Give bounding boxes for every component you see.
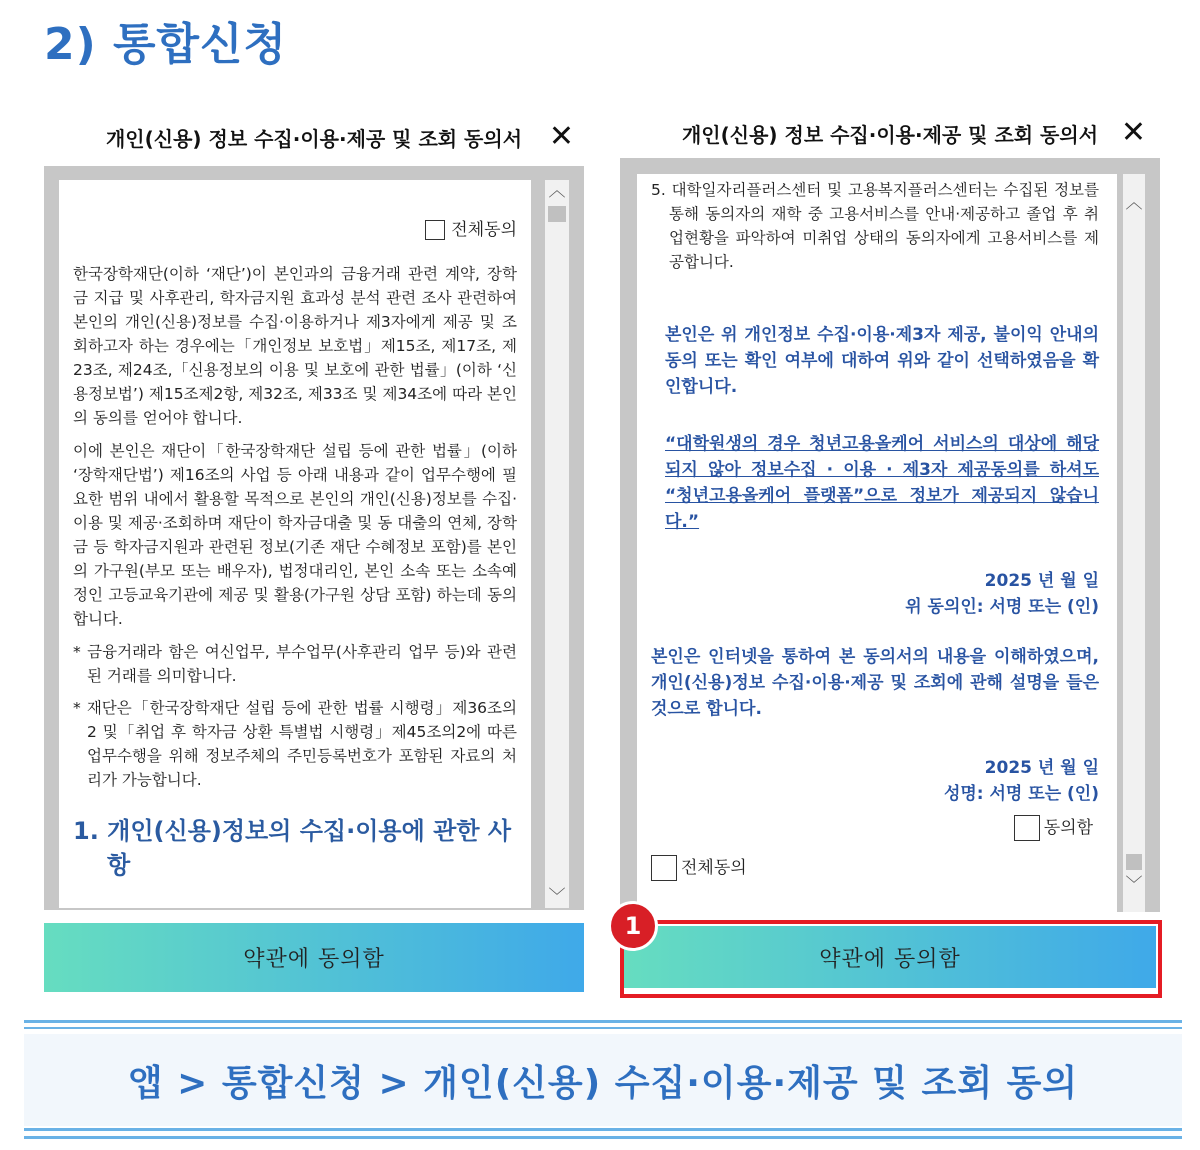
consent-dialog-left <box>44 108 584 992</box>
all-agree-checkbox[interactable] <box>651 855 677 881</box>
dialog-header <box>620 104 1160 162</box>
date-line-1: 2025 년 월 일 <box>984 571 1099 591</box>
all-agree-row-top <box>59 218 517 242</box>
confirm-statement-1: 본인은 위 개인정보 수집·이용·제3자 제공, 불이익 안내의 동의 또는 확인 여부에 대하여 위와 같이 선택하였음을 확인합니다. <box>665 325 1099 397</box>
scrollbar[interactable] <box>1123 174 1145 912</box>
close-icon[interactable]: ✕ <box>1120 115 1146 150</box>
highlight-frame <box>620 920 1162 998</box>
terms-scroll-area[interactable] <box>59 180 531 908</box>
dialog-header <box>44 108 584 166</box>
page-heading: 2) 통합신청 <box>44 19 288 70</box>
agree-row <box>651 815 1099 841</box>
scroll-up-icon[interactable]: ︿ <box>1125 193 1143 213</box>
all-agree-label: 전체동의 <box>681 858 747 878</box>
agree-checkbox[interactable] <box>1014 815 1040 841</box>
scrollbar-thumb[interactable] <box>1126 854 1142 870</box>
agree-label: 동의함 <box>1043 818 1093 838</box>
band-bottom-line-2 <box>24 1136 1182 1139</box>
all-agree-row-bottom <box>651 855 1099 881</box>
all-agree-checkbox[interactable] <box>425 220 445 240</box>
band-bottom-line-1 <box>24 1128 1182 1131</box>
scrollbar[interactable] <box>545 180 569 908</box>
terms-paragraph-1: 한국장학재단(이하 ‘재단’)이 본인과의 금융거래 관련 계약, 장학금 지급 및 사후관리, 학자금지원 효과성 분석 관련 조사 관련하여 본인의 개인(신용)정보를 수집·이용하거나 제3자에게 제공 및 조회하고자 하는 경우에는「개인정보 보호법」제15조, 제17조, 제23조, 제24조,「신용정보의 이용 및 보호에 관한 법률」(이하 ‘신용정보법’) 제15조제2항, 제32조, 제33조 및 제34조에 따라 본인의 동의를 얻어야 합니다. <box>73 265 517 427</box>
terms-note-1: * 금융거래라 함은 여신업무, 부수업무(사후관리 업무 등)와 관련된 거래를 의미합니다. <box>73 643 517 685</box>
terms-scroll-area[interactable] <box>637 174 1117 912</box>
date-line-2: 2025 년 월 일 <box>984 758 1099 778</box>
terms-note-2: * 재단은「한국장학재단 설립 등에 관한 법률 시행령」제36조의 2 및「취업 후 학자금 상환 특별법 시행령」제45조의2에 따른 업무수행을 위해 정보주체의 주민등록번호가 포함된 자료의 처리가 가능합니다. <box>73 699 517 789</box>
dialog-title: 개인(신용) 정보 수집·이용·제공 및 조회 동의서 <box>681 122 1099 147</box>
scroll-down-icon[interactable]: ﹀ <box>548 887 566 907</box>
close-icon[interactable]: ✕ <box>548 119 574 154</box>
band-top-line-1 <box>24 1020 1182 1023</box>
dialog-frame <box>44 166 584 910</box>
graduate-notice: “대학원생의 경우 청년고용올케어 서비스의 대상에 해당되지 않아 정보수집 · 이용 · 제3자 제공동의를 하셔도 “청년고용올케어 플랫폼”으로 정보가 제공되지 않습니다.” <box>665 434 1099 532</box>
section-title: 1. 개인(신용)정보의 수집·이용에 관한 사항 <box>73 817 512 879</box>
scroll-up-icon[interactable]: ︿ <box>548 181 566 201</box>
dialog-title: 개인(신용) 정보 수집·이용·제공 및 조회 동의서 <box>105 126 523 151</box>
scroll-down-icon[interactable]: ﹀ <box>1125 875 1143 895</box>
band-top-line-2 <box>24 1027 1182 1029</box>
scrollbar-thumb[interactable] <box>548 206 566 222</box>
step-badge: 1 <box>608 901 658 951</box>
breadcrumb: 앱 > 통합신청 > 개인(신용) 수집·이용·제공 및 조회 동의 <box>24 1034 1182 1126</box>
terms-item-5: 5. 대학일자리플러스센터 및 고용복지플러스센터는 수집된 정보를 통해 동의자의 재학 중 고용서비스를 안내·제공하고 졸업 후 취업현황을 파악하여 미취업 상태의 동의자에게 고용서비스를 제공합니다. <box>651 181 1099 271</box>
confirm-statement-2: 본인은 인터넷을 통하여 본 동의서의 내용을 이해하였으며, 개인(신용)정보 수집·이용·제공 및 조회에 관해 설명을 들은 것으로 합니다. <box>651 647 1099 719</box>
terms-paragraph-2: 이에 본인은 재단이「한국장학재단 설립 등에 관한 법률」(이하 ‘장학재단법’) 제16조의 사업 등 아래 내용과 같이 업무수행에 필요한 범위 내에서 활용할 목적으로 본인의 개인(신용)정보를 수집·이용 및 제공·조회하며 재단이 학자금대출 및 동 대출의 연체, 장학금 등 학자금지원과 관련된 정보(기존 재단 수혜정보 포함)를 본인의 가구원(부모 또는 배우자), 법정대리인, 본인 소속 또는 소속예정인 고등교육기관에 제공 및 활용(가구원 상담 포함) 하는데 동의합니다. <box>73 442 517 628</box>
signer-line-2: 성명: 서명 또는 (인) <box>943 784 1099 804</box>
agree-terms-button[interactable]: 약관에 동의함 <box>624 926 1156 988</box>
agree-terms-button[interactable]: 약관에 동의함 <box>44 923 584 992</box>
consent-dialog-right <box>620 104 1160 994</box>
dialog-frame <box>620 158 1160 912</box>
signer-line-1: 위 동의인: 서명 또는 (인) <box>905 597 1099 617</box>
all-agree-label: 전체동의 <box>451 220 517 240</box>
